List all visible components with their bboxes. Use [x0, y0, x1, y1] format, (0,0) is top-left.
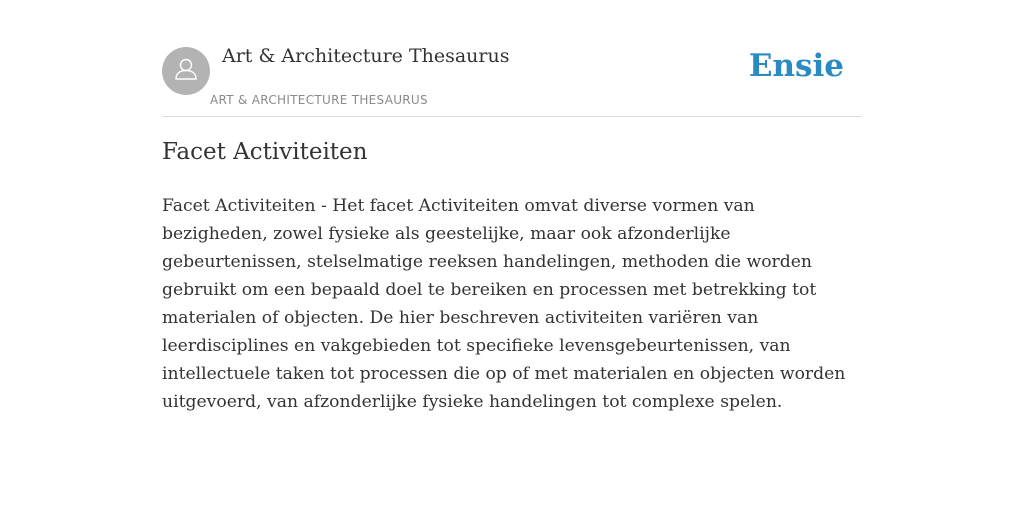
source-title[interactable]: Art & Architecture Thesaurus: [222, 45, 510, 67]
article-body: Facet Activiteiten - Het facet Activiteiten omvat diverse vormen van bezigheden, zowel fysieke als geestelijke, maar ook afzonderlijke gebeurtenissen, stelselmatige reeksen handelingen, methoden die worden gebruikt om een bepaald doel te bereiken en processen met betrekking tot materialen of objecten. De hier beschreven activiteiten variëren van leerdisciplines en vakgebieden tot specifieke levensgebeurtenissen, van intellectuele taken tot processen die op of met materialen en objecten worden uitgevoerd, van afzonderlijke fysieke handelingen tot complexe spelen.: [162, 196, 846, 412]
header: [162, 0, 862, 117]
page-title: Facet Activiteiten: [162, 139, 368, 165]
user-icon: [172, 55, 200, 88]
brand-logo[interactable]: Ensie: [748, 48, 844, 84]
source-subtitle[interactable]: ART & ARCHITECTURE THESAURUS: [210, 93, 428, 107]
page: [162, 0, 862, 412]
avatar[interactable]: [162, 47, 210, 95]
